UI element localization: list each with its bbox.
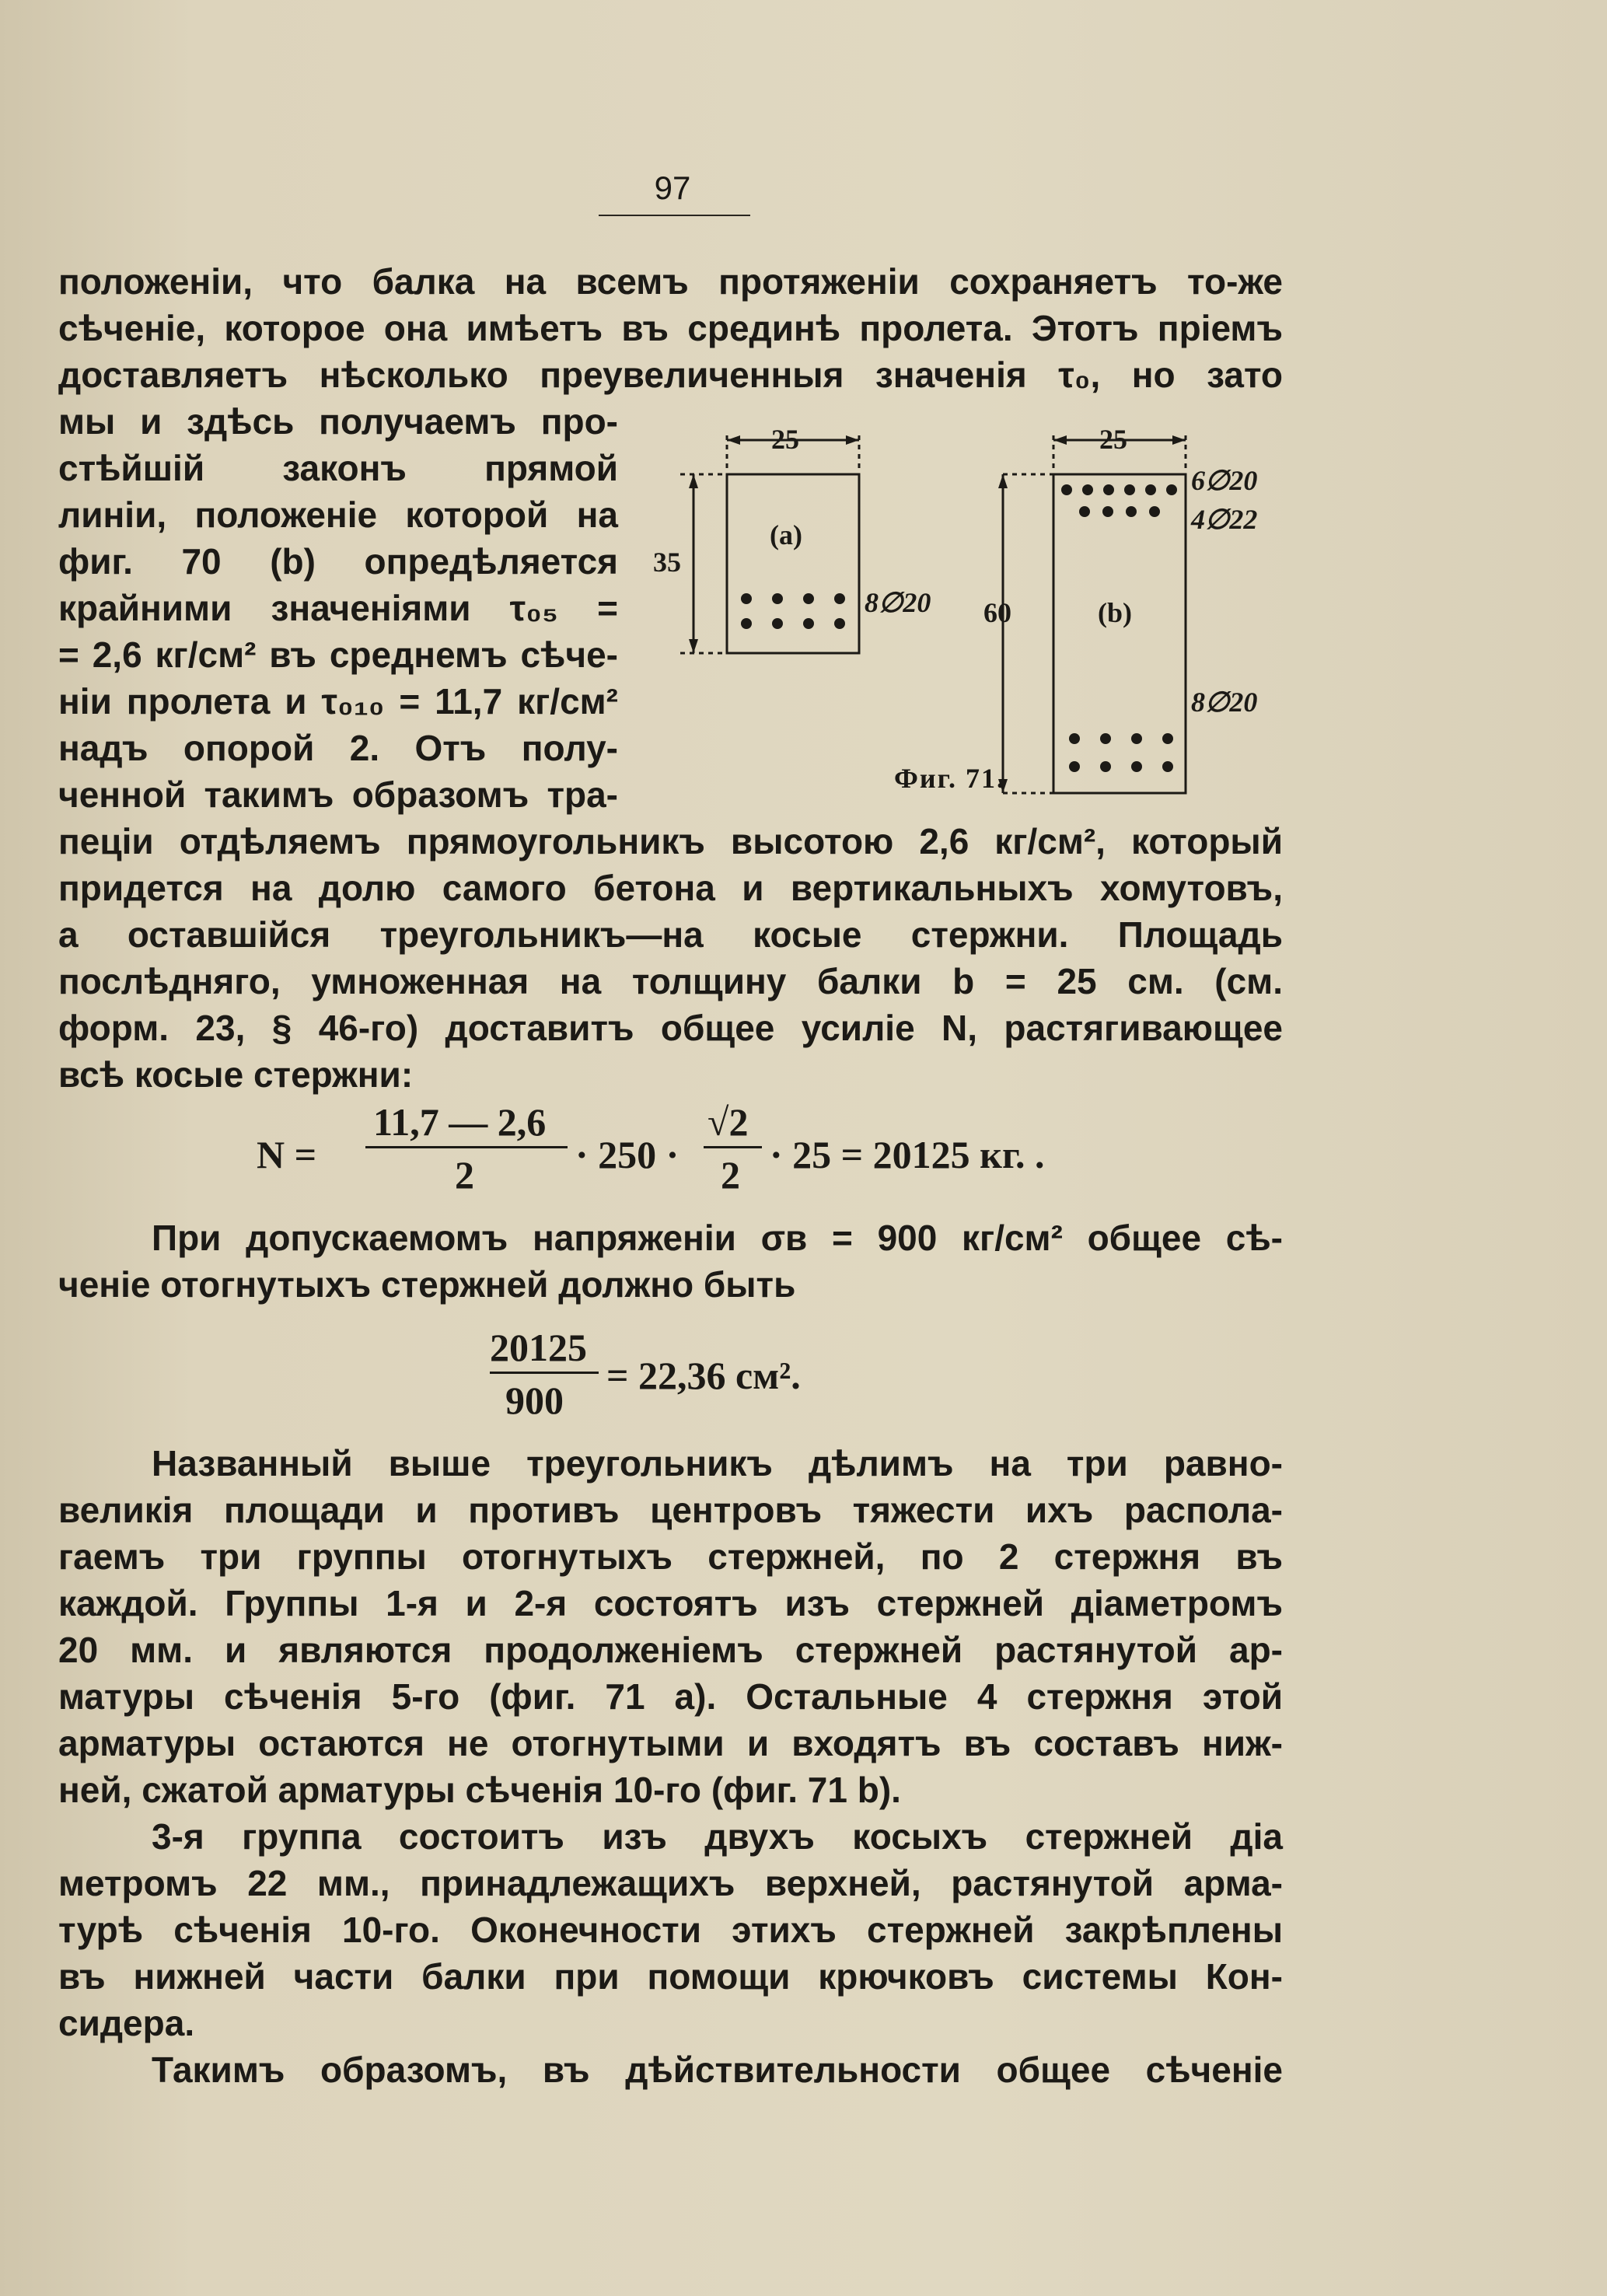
text-line: форм. 23, § 46-го) доставитъ общее усиліе N, растягивающее [58,1008,1283,1048]
text-line: матуры сѣченія 5-го (фиг. 71 a). Остальные 4 стержня этой [58,1676,1283,1717]
rebar-dot-b-top [1103,484,1114,495]
text-line: пеціи отдѣляемъ прямоугольникъ высотою 2,6 кг/см², который [58,821,1283,861]
text-line: Такимъ образомъ, въ дѣйствительности общее сѣченіе [152,2050,1283,2090]
section-b-height-label: 60 [983,597,1011,628]
paragraph-5 [58,2046,1283,2093]
text-line: ніи пролета и τ₀₁₀ = 11,7 кг/см² [58,681,618,722]
rebar-dot-b-bottom [1131,733,1142,744]
section-b-top-bars-label-1: 6∅20 [1191,465,1258,496]
rebar-dot-a [741,618,752,629]
rebar-dot-b-top [1145,484,1156,495]
text-line: каждой. Группы 1-я и 2-я состоятъ изъ стержней діаметромъ [58,1583,1283,1623]
text-line: 20 мм. и являются продолженіемъ стержней растянутой ар- [58,1630,1283,1670]
fraction-2-bar [704,1146,762,1148]
section-b-width-label: 25 [1099,424,1127,455]
paragraph-3 [58,1440,1283,1813]
text-line: ченіе отогнутыхъ стержней должно быть [58,1264,796,1305]
text-line: линіи, положеніе которой на [58,494,618,535]
text-line: всѣ косые стержни: [58,1054,414,1095]
section-b-label: (b) [1098,597,1132,628]
rebar-dot-b-top [1102,506,1113,517]
rebar-dot-b-bottom [1162,733,1173,744]
section-a-bars-label: 8∅20 [865,587,931,618]
text-line: въ нижней части балки при помощи крючковъ системы Кон- [58,1956,1283,1997]
rebar-dot-b-top [1166,484,1177,495]
rebar-dot-b-bottom [1069,761,1080,772]
rebar-dot-b-top [1126,506,1137,517]
text-line: положеніи, что балка на всемъ протяженіи сохраняетъ то-же [58,261,1283,302]
text-line: а оставшійся треугольникъ—на косые стержни. Площадь [58,914,1283,955]
text-line: надъ опорой 2. Отъ полу- [58,728,618,768]
text-line: ней, сжатой арматуры сѣченія 10-го (фиг. 71 b). [58,1770,901,1810]
formula-n [257,1096,1112,1197]
rebar-dot-b-bottom [1100,761,1111,772]
fraction-1-denominator: 2 [455,1153,474,1197]
formula-area [490,1322,879,1423]
rebar-dot-a [772,593,783,604]
rebar-dot-a [741,593,752,604]
fraction-1-bar [365,1146,568,1148]
text-line: крайними значеніями τ₀₅ = [58,588,618,628]
text-line: послѣдняго, умноженная на толщину балки b = 25 см. (см. [58,961,1283,1001]
fraction-1-numerator: 11,7 — 2,6 [373,1100,547,1144]
text-line: стѣйшій законъ прямой [58,448,618,488]
section-a-label: (a) [770,519,802,550]
text-line: метромъ 22 мм., принадлежащихъ верхней, растянутой арма- [58,1863,1283,1903]
rebar-dot-b-bottom [1131,761,1142,772]
text-line: доставляетъ нѣсколько преувеличенныя значенія τ₀, но зато [58,355,1283,395]
paragraph-2 [58,1214,1283,1308]
fraction-2-denominator: 2 [721,1153,740,1197]
rebar-dot-b-top [1082,484,1093,495]
page-rule [599,215,750,216]
text-line: турѣ сѣченія 10-го. Оконечности этихъ стержней закрѣплены [58,1910,1283,1950]
rebar-dot-b-top [1061,484,1072,495]
fraction-3-bar [490,1372,599,1374]
paragraph-4 [58,1813,1283,2046]
formula-area-rhs: = 22,36 см². [606,1354,801,1397]
text-line: придется на долю самого бетона и вертикальныхъ хомутовъ, [58,868,1283,908]
rebar-dot-b-bottom [1069,733,1080,744]
rebar-dot-b-top [1149,506,1160,517]
text-line: фиг. 70 (b) опредѣляется [58,541,618,582]
section-a-height-label: 35 [653,547,681,578]
fraction-3-denominator: 900 [505,1379,564,1422]
text-line: мы и здѣсь получаемъ про- [58,401,618,442]
section-b-top-bars-label-2: 4∅22 [1191,504,1258,535]
text-line: 3-я группа состоитъ изъ двухъ косыхъ стержней діа [152,1816,1283,1857]
rebar-dot-a [834,618,845,629]
text-line: гаемъ три группы отогнутыхъ стержней, по 2 стержня въ [58,1536,1283,1577]
figure-71 [638,412,1283,801]
fraction-2-numerator: √2 [707,1100,749,1144]
text-line: сидера. [58,2003,195,2043]
formula-lhs: N = [257,1133,317,1176]
page-number: 97 [654,169,691,206]
rebar-dot-b-bottom [1162,761,1173,772]
rebar-dot-a [834,593,845,604]
figure-caption: Фиг. 71. [894,763,1005,794]
rebar-dot-a [803,618,814,629]
text-line: арматуры остаются не отогнутыми и входятъ въ составъ ниж- [58,1723,1283,1763]
text-line: сѣченіе, которое она имѣетъ въ срединѣ пролета. Этотъ пріемъ [58,308,1283,348]
paragraph-1-narrow [58,398,618,818]
rebar-dot-b-bottom [1100,733,1111,744]
formula-rhs: · 25 = 20125 кг. . [770,1133,1045,1176]
text-line: ченной такимъ образомъ тра- [58,774,618,815]
text-line: великія площади и противъ центровъ тяжести ихъ распола- [58,1490,1283,1530]
paragraph-1-top [58,258,1283,398]
figure-71-drawing [638,412,1283,801]
rebar-dot-a [803,593,814,604]
formula-middle: · 250 · [575,1133,679,1176]
paragraph-1-rest [58,818,1283,1098]
rebar-dot-b-top [1124,484,1135,495]
rebar-dot-a [772,618,783,629]
rebar-dots [741,484,1177,772]
section-b-outline [1053,474,1186,793]
rebar-dot-b-top [1079,506,1090,517]
text-line: Названный выше треугольникъ дѣлимъ на три равно- [152,1443,1283,1483]
text-line: При допускаемомъ напряженіи σв = 900 кг/см² общее сѣ- [152,1218,1283,1258]
section-a-width-label: 25 [771,424,799,455]
text-line: = 2,6 кг/см² въ среднемъ сѣче- [58,634,618,675]
section-b-bottom-bars-label: 8∅20 [1191,687,1258,718]
fraction-3-numerator: 20125 [490,1326,587,1369]
